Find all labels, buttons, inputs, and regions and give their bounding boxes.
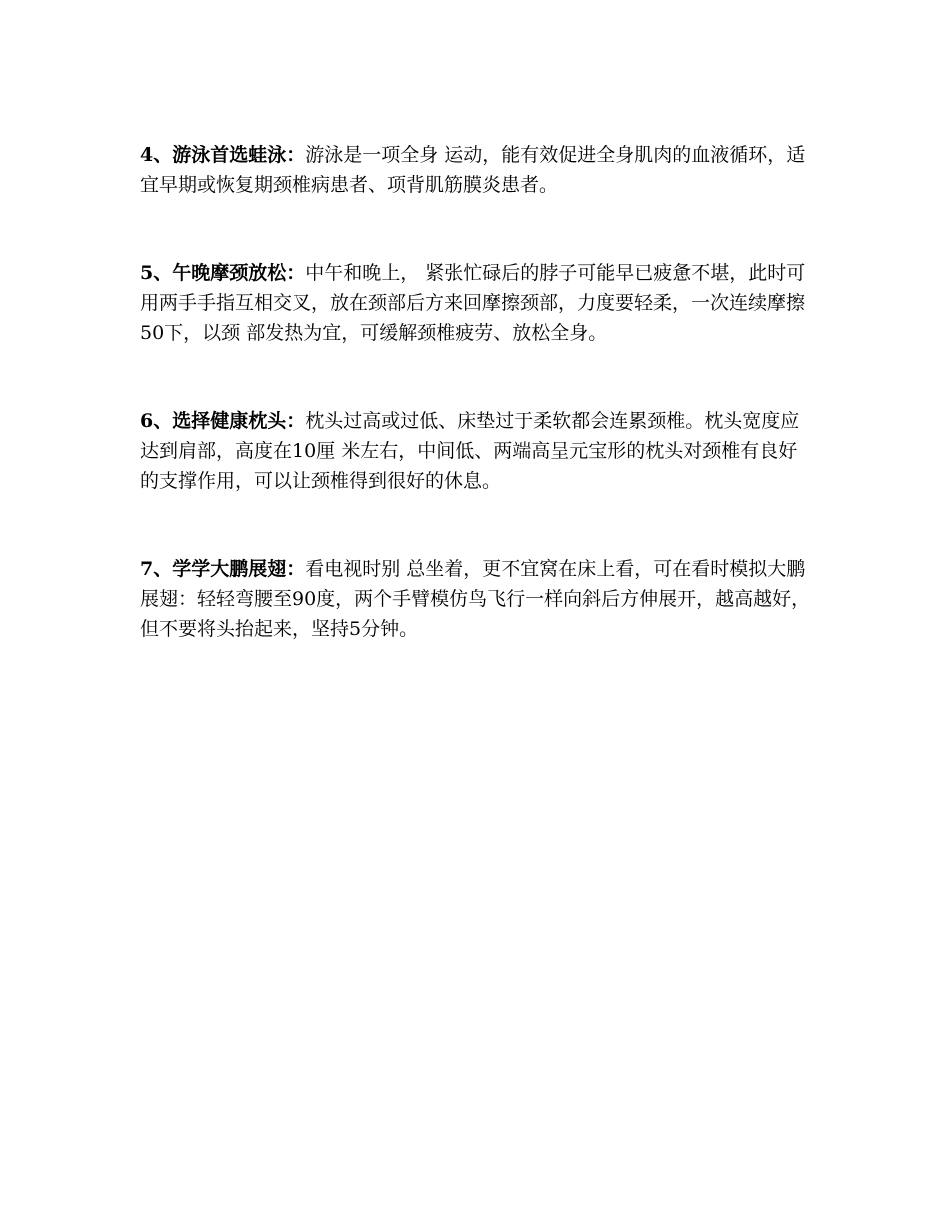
tip-neck-massage [140,258,815,348]
tip-heading: 4、游泳首选蛙泳： [140,144,306,166]
tip-heading: 5、午晚摩颈放松： [140,262,306,284]
tip-text: 枕头过高或过低、床垫过于柔软都会连累颈椎。枕头宽度应达到肩部，高度在10厘 米左右，中间低、两端高呈元宝形的枕头对颈椎有良好的支撑作用，可以让颈椎得到很好的休息。 [140,410,800,492]
tip-spread-wings [140,554,815,644]
document-body [140,140,815,644]
tip-text: 中午和晚上， 紧张忙碌后的脖子可能早已疲惫不堪，此时可用两手手指互相交叉，放在颈部后方来回摩擦颈部，力度要轻柔，一次连续摩擦50下，以颈 部发热为宜，可缓解颈椎疲劳、放松全身。 [140,262,806,344]
tip-swimming [140,140,815,200]
tip-heading: 7、学学大鹏展翅： [140,558,306,580]
tip-text: 看电视时别 总坐着，更不宜窝在床上看，可在看时模拟大鹏展翅：轻轻弯腰至90度，两个手臂模仿鸟飞行一样向斜后方伸展开，越高越好，但不要将头抬起来，坚持5分钟。 [140,558,811,640]
tip-pillow [140,406,815,496]
tip-heading: 6、选择健康枕头： [140,410,306,432]
tip-text: 游泳是一项全身 运动，能有效促进全身肌肉的血液循环，适宜早期或恢复期颈椎病患者、项背肌筋膜炎患者。 [140,144,806,196]
